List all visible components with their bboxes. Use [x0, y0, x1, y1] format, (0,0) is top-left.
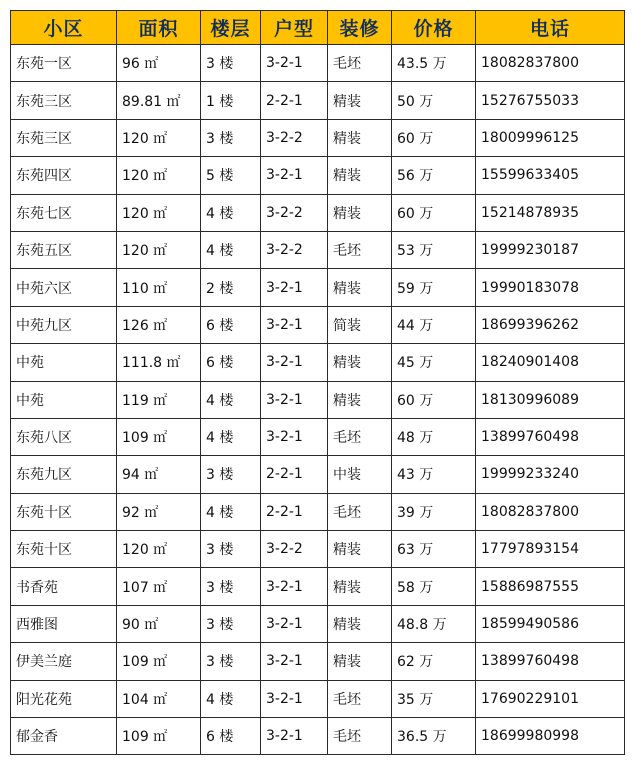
header-floor: 楼层: [201, 11, 261, 45]
cell-price: 36.5 万: [392, 718, 476, 755]
cell-decoration: 精装: [328, 194, 392, 231]
table-row: [11, 269, 625, 306]
cell-floor: 3 楼: [201, 45, 261, 82]
cell-phone: 18082837800: [476, 45, 625, 82]
cell-phone: 13899760498: [476, 643, 625, 680]
cell-community: 中苑六区: [11, 269, 117, 306]
cell-phone: 18240901408: [476, 344, 625, 381]
table-row: [11, 45, 625, 82]
cell-price: 43 万: [392, 456, 476, 493]
cell-phone: 17797893154: [476, 531, 625, 568]
cell-floor: 6 楼: [201, 344, 261, 381]
cell-floor: 4 楼: [201, 194, 261, 231]
cell-decoration: 毛坯: [328, 493, 392, 530]
cell-phone: 18130996089: [476, 381, 625, 418]
table-row: [11, 381, 625, 418]
cell-area: 104 ㎡: [117, 680, 201, 717]
cell-layout: 3-2-1: [261, 718, 328, 755]
cell-floor: 6 楼: [201, 306, 261, 343]
cell-price: 62 万: [392, 643, 476, 680]
cell-price: 60 万: [392, 119, 476, 156]
cell-community: 东苑七区: [11, 194, 117, 231]
cell-layout: 2-2-1: [261, 82, 328, 119]
cell-floor: 4 楼: [201, 381, 261, 418]
cell-price: 39 万: [392, 493, 476, 530]
cell-price: 56 万: [392, 157, 476, 194]
cell-layout: 2-2-1: [261, 493, 328, 530]
cell-area: 109 ㎡: [117, 718, 201, 755]
cell-phone: 15599633405: [476, 157, 625, 194]
cell-area: 111.8 ㎡: [117, 344, 201, 381]
cell-area: 109 ㎡: [117, 418, 201, 455]
cell-layout: 3-2-1: [261, 157, 328, 194]
cell-decoration: 精装: [328, 605, 392, 642]
table-row: [11, 531, 625, 568]
cell-community: 中苑九区: [11, 306, 117, 343]
cell-community: 中苑: [11, 344, 117, 381]
cell-layout: 3-2-2: [261, 119, 328, 156]
cell-area: 107 ㎡: [117, 568, 201, 605]
cell-floor: 3 楼: [201, 568, 261, 605]
cell-floor: 3 楼: [201, 119, 261, 156]
cell-area: 120 ㎡: [117, 231, 201, 268]
table-row: [11, 306, 625, 343]
table-row: [11, 194, 625, 231]
cell-phone: 18599490586: [476, 605, 625, 642]
cell-floor: 3 楼: [201, 643, 261, 680]
cell-phone: 15276755033: [476, 82, 625, 119]
cell-area: 92 ㎡: [117, 493, 201, 530]
cell-community: 东苑五区: [11, 231, 117, 268]
table-row: [11, 119, 625, 156]
cell-community: 东苑三区: [11, 82, 117, 119]
cell-area: 126 ㎡: [117, 306, 201, 343]
cell-phone: 15886987555: [476, 568, 625, 605]
cell-phone: 18082837800: [476, 493, 625, 530]
cell-phone: 19990183078: [476, 269, 625, 306]
header-phone: 电话: [476, 11, 625, 45]
cell-floor: 3 楼: [201, 605, 261, 642]
cell-decoration: 精装: [328, 119, 392, 156]
table-body: [11, 45, 625, 755]
cell-phone: 18699396262: [476, 306, 625, 343]
cell-decoration: 毛坯: [328, 718, 392, 755]
cell-phone: 19999230187: [476, 231, 625, 268]
cell-price: 53 万: [392, 231, 476, 268]
cell-price: 58 万: [392, 568, 476, 605]
cell-community: 郁金香: [11, 718, 117, 755]
cell-price: 44 万: [392, 306, 476, 343]
cell-price: 50 万: [392, 82, 476, 119]
cell-area: 96 ㎡: [117, 45, 201, 82]
cell-layout: 3-2-1: [261, 643, 328, 680]
cell-price: 60 万: [392, 194, 476, 231]
cell-price: 45 万: [392, 344, 476, 381]
cell-area: 109 ㎡: [117, 643, 201, 680]
cell-layout: 3-2-1: [261, 306, 328, 343]
cell-floor: 2 楼: [201, 269, 261, 306]
cell-layout: 2-2-1: [261, 456, 328, 493]
cell-floor: 3 楼: [201, 456, 261, 493]
cell-layout: 3-2-1: [261, 45, 328, 82]
header-area: 面积: [117, 11, 201, 45]
cell-phone: 13899760498: [476, 418, 625, 455]
cell-phone: 18009996125: [476, 119, 625, 156]
cell-community: 东苑十区: [11, 493, 117, 530]
cell-community: 中苑: [11, 381, 117, 418]
cell-floor: 5 楼: [201, 157, 261, 194]
table-row: [11, 568, 625, 605]
cell-floor: 4 楼: [201, 680, 261, 717]
cell-decoration: 精装: [328, 643, 392, 680]
cell-community: 东苑八区: [11, 418, 117, 455]
cell-decoration: 精装: [328, 344, 392, 381]
cell-community: 伊美兰庭: [11, 643, 117, 680]
table-row: [11, 231, 625, 268]
cell-layout: 3-2-1: [261, 418, 328, 455]
listing-table: [10, 10, 625, 755]
table-row: [11, 680, 625, 717]
cell-layout: 3-2-1: [261, 680, 328, 717]
table-row: [11, 418, 625, 455]
cell-decoration: 毛坯: [328, 418, 392, 455]
cell-decoration: 精装: [328, 531, 392, 568]
cell-price: 48.8 万: [392, 605, 476, 642]
cell-area: 120 ㎡: [117, 194, 201, 231]
table-row: [11, 605, 625, 642]
cell-layout: 3-2-2: [261, 194, 328, 231]
cell-decoration: 毛坯: [328, 680, 392, 717]
table-row: [11, 157, 625, 194]
cell-area: 120 ㎡: [117, 119, 201, 156]
cell-area: 94 ㎡: [117, 456, 201, 493]
cell-floor: 6 楼: [201, 718, 261, 755]
header-community: 小区: [11, 11, 117, 45]
cell-area: 120 ㎡: [117, 157, 201, 194]
cell-decoration: 毛坯: [328, 231, 392, 268]
cell-layout: 3-2-1: [261, 605, 328, 642]
cell-community: 西雅图: [11, 605, 117, 642]
table-row: [11, 493, 625, 530]
cell-price: 60 万: [392, 381, 476, 418]
cell-layout: 3-2-1: [261, 269, 328, 306]
cell-floor: 1 楼: [201, 82, 261, 119]
cell-phone: 15214878935: [476, 194, 625, 231]
cell-decoration: 精装: [328, 381, 392, 418]
cell-layout: 3-2-1: [261, 344, 328, 381]
cell-community: 东苑四区: [11, 157, 117, 194]
cell-phone: 17690229101: [476, 680, 625, 717]
table-row: [11, 643, 625, 680]
cell-decoration: 中装: [328, 456, 392, 493]
cell-area: 110 ㎡: [117, 269, 201, 306]
cell-layout: 3-2-2: [261, 231, 328, 268]
cell-price: 59 万: [392, 269, 476, 306]
cell-price: 43.5 万: [392, 45, 476, 82]
table-row: [11, 456, 625, 493]
cell-phone: 19999233240: [476, 456, 625, 493]
cell-layout: 3-2-1: [261, 568, 328, 605]
cell-community: 书香苑: [11, 568, 117, 605]
cell-community: 东苑九区: [11, 456, 117, 493]
cell-area: 119 ㎡: [117, 381, 201, 418]
cell-floor: 4 楼: [201, 231, 261, 268]
cell-decoration: 精装: [328, 269, 392, 306]
cell-price: 35 万: [392, 680, 476, 717]
cell-layout: 3-2-1: [261, 381, 328, 418]
header-row: [11, 11, 625, 45]
cell-layout: 3-2-2: [261, 531, 328, 568]
cell-community: 东苑三区: [11, 119, 117, 156]
cell-floor: 4 楼: [201, 418, 261, 455]
cell-decoration: 简装: [328, 306, 392, 343]
cell-community: 阳光花苑: [11, 680, 117, 717]
cell-community: 东苑十区: [11, 531, 117, 568]
cell-floor: 3 楼: [201, 531, 261, 568]
listing-table-container: [10, 10, 630, 755]
cell-decoration: 精装: [328, 568, 392, 605]
table-row: [11, 718, 625, 755]
header-layout: 户型: [261, 11, 328, 45]
cell-phone: 18699980998: [476, 718, 625, 755]
cell-floor: 4 楼: [201, 493, 261, 530]
table-row: [11, 344, 625, 381]
table-header: [11, 11, 625, 45]
cell-decoration: 毛坯: [328, 45, 392, 82]
header-price: 价格: [392, 11, 476, 45]
table-row: [11, 82, 625, 119]
cell-price: 48 万: [392, 418, 476, 455]
cell-community: 东苑一区: [11, 45, 117, 82]
cell-decoration: 精装: [328, 82, 392, 119]
cell-area: 90 ㎡: [117, 605, 201, 642]
cell-area: 120 ㎡: [117, 531, 201, 568]
header-decoration: 装修: [328, 11, 392, 45]
cell-decoration: 精装: [328, 157, 392, 194]
cell-price: 63 万: [392, 531, 476, 568]
cell-area: 89.81 ㎡: [117, 82, 201, 119]
